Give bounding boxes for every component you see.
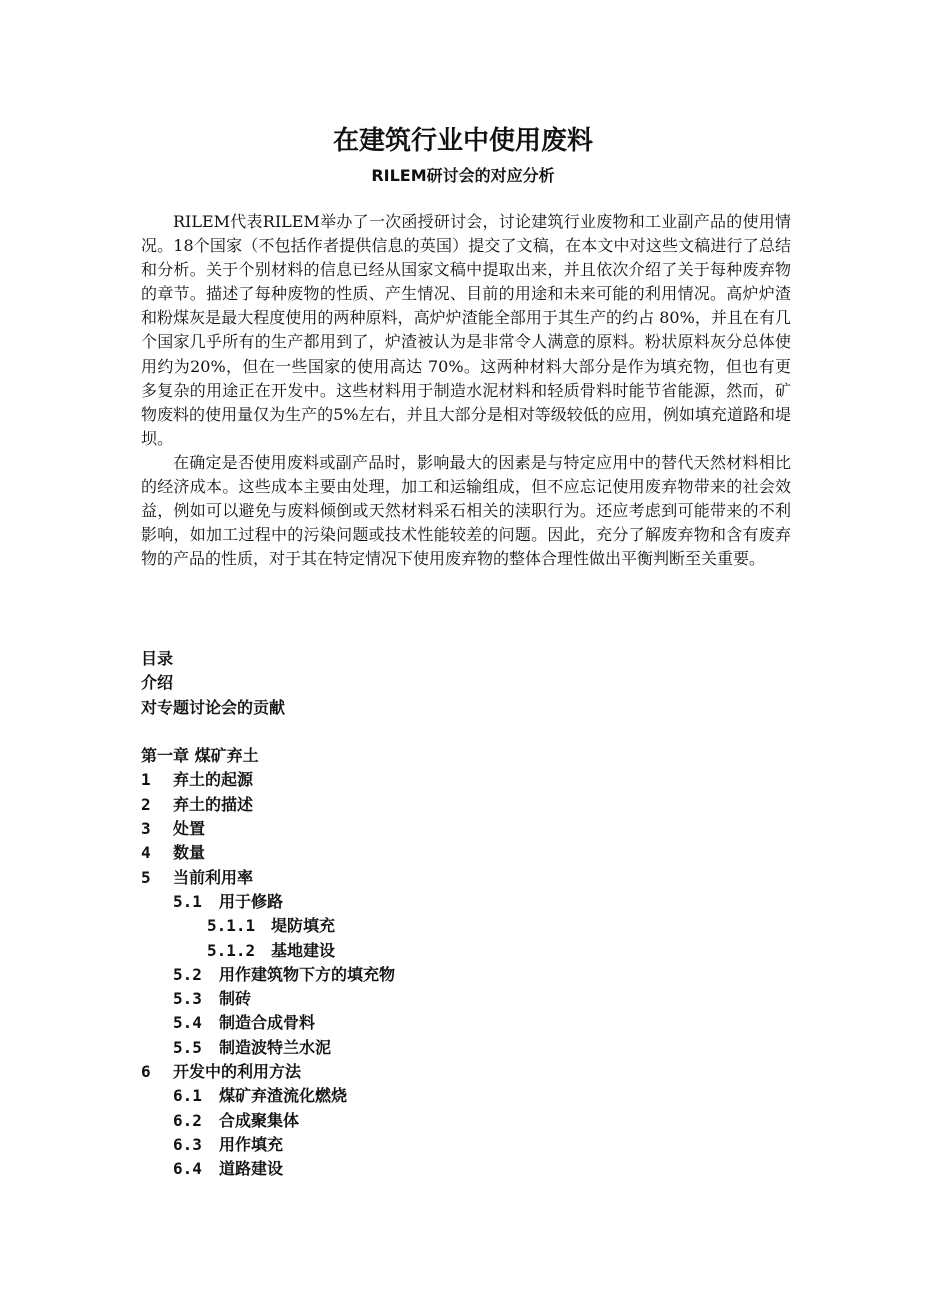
toc-entry-number: 5.1.2 [207,940,256,960]
toc-entry-label: 制造波特兰水泥 [219,1037,332,1057]
toc-entry-introduction[interactable]: 介绍 [141,673,174,693]
toc-subentry[interactable] [141,1011,791,1035]
abstract [141,210,791,571]
toc-entry-label: 制砖 [219,989,252,1009]
toc-entry-label: 弃土的起源 [173,770,254,790]
toc-entry-number: 3 [141,819,151,839]
toc-entry-label: 用于修路 [219,891,284,911]
toc-subentry[interactable] [141,890,791,914]
toc-entry-number: 5.5 [173,1037,202,1057]
toc-entry-label: 煤矿弃渣流化燃烧 [219,1086,348,1106]
toc-subsubentry[interactable] [141,914,791,938]
toc-chapter-heading[interactable]: 第一章 煤矿弃土 [141,746,259,766]
toc-entry[interactable] [141,817,791,841]
toc-entry-label: 堤防填充 [271,916,336,936]
toc-entry-label: 处置 [173,819,206,839]
toc-subsubentry[interactable] [141,939,791,963]
document-subtitle: RILEM研讨会的对应分析 [371,166,555,185]
toc-subentry[interactable] [141,1036,791,1060]
document-title: 在建筑行业中使用废料 [332,126,593,156]
toc-entry-label: 制造合成骨料 [219,1013,316,1033]
toc-entry-number: 5.4 [173,1013,202,1033]
toc-entry-number: 4 [141,843,151,863]
toc-entry-label: 开发中的利用方法 [173,1062,302,1082]
abstract-paragraph-2: 在确定是否使用废料或副产品时，影响最大的因素是与特定应用中的替代天然材料相比的经济成本。这些成本主要由处理，加工和运输组成，但不应忘记使用废弃物带来的社会效益，例如可以避免与废料倾倒或天然材料采石相关的渎职行为。还应考虑到可能带来的不利影响，如加工过程中的污染问题或技术性能较差的问题。因此，充分了解废弃物和含有废弃物的产品的性质，对于其在特定情况下使用废弃物的整体合理性做出平衡判断至关重要。 [141,452,791,569]
toc-entry-label: 数量 [173,843,206,863]
toc-entry[interactable] [141,768,791,792]
toc-entry-number: 2 [141,794,151,814]
toc-subentry[interactable] [141,1157,791,1181]
toc-subentry[interactable] [141,987,791,1011]
toc-entry-label: 用作建筑物下方的填充物 [219,964,396,984]
toc-entry-number: 1 [141,770,151,790]
toc-spacer [141,720,791,744]
toc-entry-number: 5.1 [173,891,202,911]
toc-entry[interactable] [141,866,791,890]
toc-entry-label: 用作填充 [219,1134,284,1154]
toc-entry[interactable] [141,1060,791,1084]
toc-subentry[interactable] [141,1109,791,1133]
toc-entry-label: 道路建设 [219,1159,284,1179]
toc-entry-label: 弃土的描述 [173,794,254,814]
toc-subentry[interactable] [141,1133,791,1157]
toc-entry-label: 基地建设 [271,940,336,960]
toc-entry-number: 6.4 [173,1159,202,1179]
toc-entry-number: 6.3 [173,1134,202,1154]
toc-entry-number: 5.2 [173,964,202,984]
abstract-paragraph-1: RILEM代表RILEM举办了一次函授研讨会，讨论建筑行业废物和工业副产品的使用情况。18个国家（不包括作者提供信息的英国）提交了文稿，在本文中对这些文稿进行了总结和分析。关于个别材料的信息已经从国家文稿中提取出来，并且依次介绍了关于每种废弃物的章节。描述了每种废物的性质、产生情况、目前的用途和未来可能的利用情况。高炉炉渣和粉煤灰是最大程度使用的两种原料，高炉炉渣能全部用于其生产的约占 80%，并且在有几个国家几乎所有的生产都用到了，炉渣被认为是非常令人满意的原料。粉状原料灰分总体使用约为20%，但在一些国家的使用高达 70%。这两种材料大部分是作为填充物，但也有更多复杂的用途正在开发中。这些材料用于制造水泥材料和轻质骨料时能节省能源，然而，矿物废料的使用量仅为生产的5%左右，并且大部分是相对等级较低的应用，例如填充道路和堤坝。 [141,212,791,448]
toc-entry-number: 5 [141,867,151,887]
toc-entry-label: 合成聚集体 [219,1110,300,1130]
toc-entry-number: 5.3 [173,989,202,1009]
toc-entry-number: 6.1 [173,1086,202,1106]
table-of-contents [141,647,791,1182]
toc-heading: 目录 [141,649,174,668]
toc-subentry[interactable] [141,963,791,987]
toc-entry-number: 6 [141,1062,151,1082]
toc-entry-label: 当前利用率 [173,867,254,887]
toc-entry-contributions[interactable]: 对专题讨论会的贡献 [141,697,286,717]
toc-entry[interactable] [141,793,791,817]
toc-entry-number: 5.1.1 [207,916,256,936]
toc-entry-number: 6.2 [173,1110,202,1130]
toc-entry[interactable] [141,841,791,865]
toc-subentry[interactable] [141,1084,791,1108]
